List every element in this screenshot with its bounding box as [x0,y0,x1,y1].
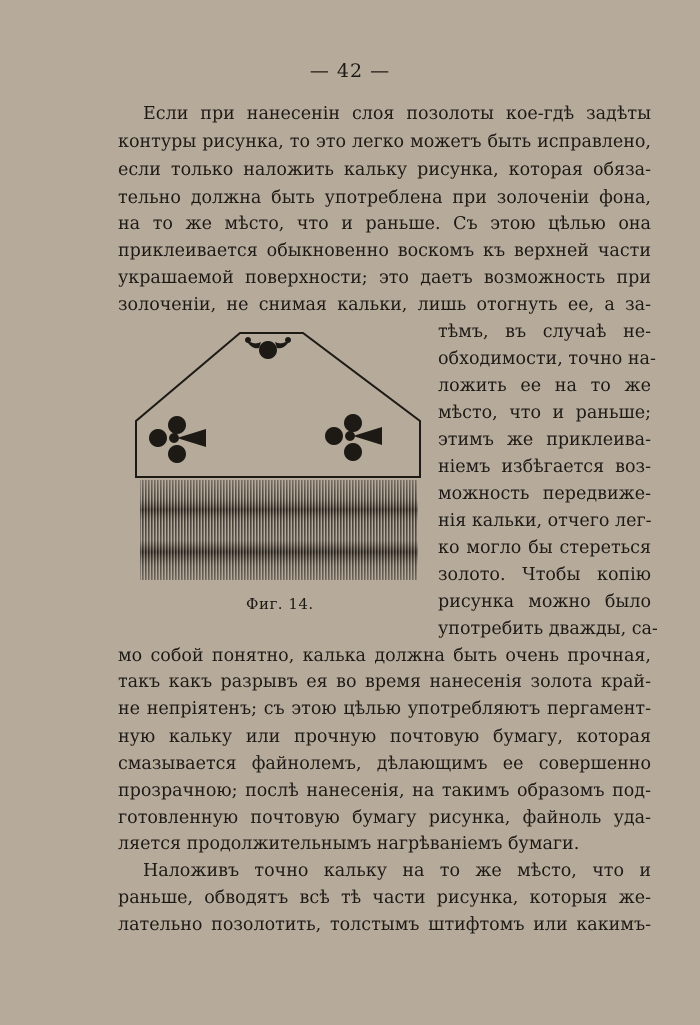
text-line: ляется продолжительнымъ нагрѣваніемъ бумаги. [118,834,580,854]
text-line: прозрачною; послѣ нанесенія, на такимъ образомъ под- [118,781,651,801]
text-line: золоченіи, не снимая кальки, лишь отогнуть ее, а за- [118,295,651,315]
text-line: тѣмъ, въ случаѣ не- [438,322,651,342]
page-number: — 42 — [309,60,391,82]
text-line: тельно должна быть употреблена при золоченіи фона, [118,188,651,208]
text-line: обходимости, точно на- [438,349,656,369]
text-line: золото. Чтобы копію [438,565,651,585]
text-line: готовленную почтовую бумагу рисунка, файноль уда- [118,808,651,828]
text-line: смазывается файнолемъ, дѣлающимъ ее совершенно [118,754,651,774]
text-line: Если при нанесенін слоя позолоты кое-гдѣ задѣты [143,104,651,124]
text-line: мѣсто, что и раньше; [438,403,651,423]
text-line: украшаемой поверхности; это даетъ возможность при [118,268,651,288]
text-line: рисунка можно было [438,592,651,612]
figure-caption: Фиг. 14. [246,595,314,613]
text-line: этимъ же приклеива- [438,430,651,450]
text-line: Наложивъ точно кальку на то же мѣсто, что и [143,861,651,881]
text-line: ко могло бы стереться [438,538,651,558]
text-line: раньше, обводятъ всѣ тѣ части рисунка, которыя же- [118,888,651,908]
text-line: приклеивается обыкновенно воскомъ къ верхней части [118,241,651,261]
text-line: не непріятенъ; съ этою цѣлью употребляютъ пергамент- [118,699,651,719]
figure-illustration [133,330,425,586]
text-line: если только наложить кальку рисунка, которая обяза- [118,160,651,180]
text-line: ную кальку или прочную почтовую бумагу, которая [118,727,651,747]
text-line: лательно позолотить, толстымъ штифтомъ или какимъ- [118,915,651,935]
text-line: контуры рисунка, то это легко можетъ быть исправлено, [118,132,651,152]
club-icon [149,416,206,463]
text-line: ніемъ избѣгается воз- [438,457,651,477]
club-icon [325,414,382,461]
text-line: употребить дважды, са- [438,619,658,639]
text-line: ложить ее на то же [438,376,651,396]
text-line: нія кальки, отчего лег- [438,511,652,531]
text-line: можность передвиже- [438,484,651,504]
text-line: такъ какъ разрывъ ея во время нанесенія золота край- [118,672,651,692]
text-line: на то же мѣсто, что и раньше. Съ этою цѣлью она [118,214,651,234]
text-line: мо собой понятно, калька должна быть очень прочная, [118,646,651,666]
